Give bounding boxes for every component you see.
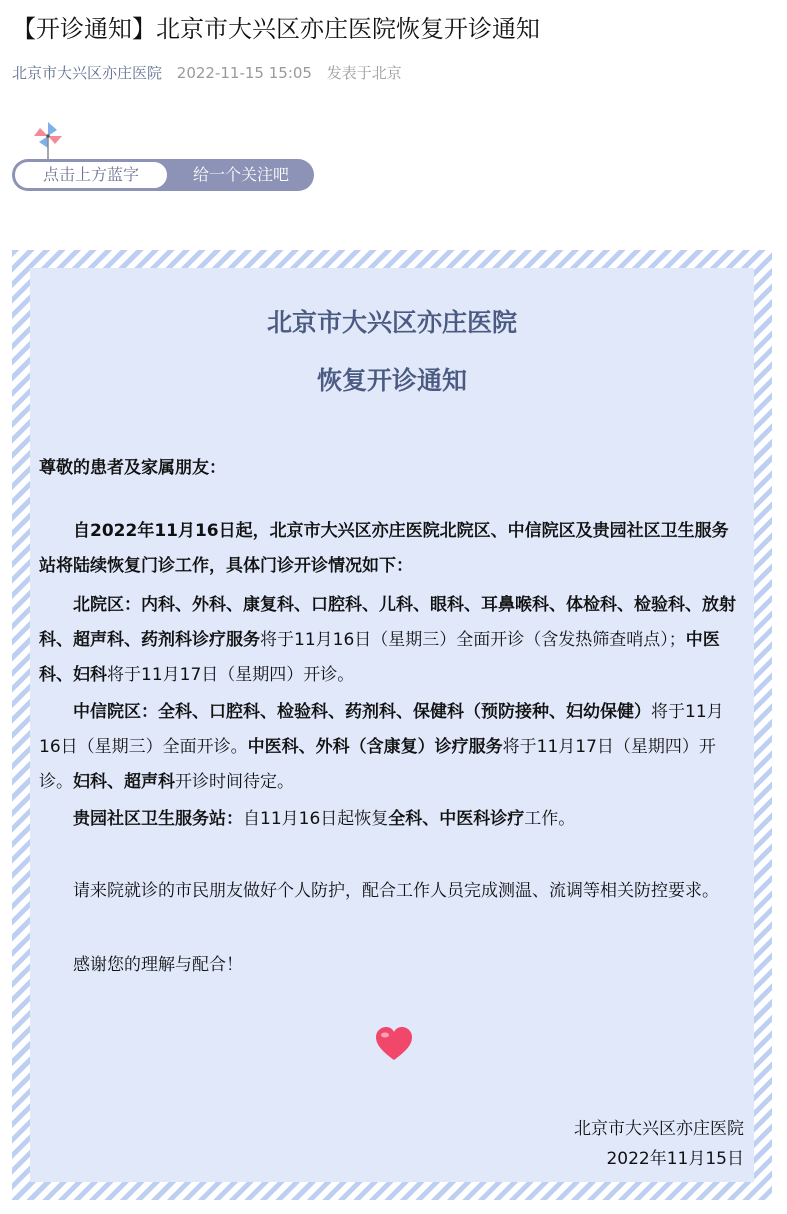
north-campus-label: 北院区： [73,595,141,615]
thanks-paragraph: 感谢您的理解与配合！ [73,955,243,975]
guiyuan-station-depts: 全科、中医科诊疗 [388,809,525,829]
zhongxin-campus-text1: 将于11月16日（星期三）全面开诊。 [39,702,724,757]
notice-intro [39,514,745,584]
north-campus-text1: 将于11月16日（星期三）全面开诊（含发热筛查哨点）； [260,630,686,650]
guiyuan-station-text1: 自11月16日起恢复 [243,809,389,829]
signature-date: 2022年11月15日 [606,1149,744,1169]
publish-datetime: 2022-11-15 15:05 [176,64,312,82]
protection-paragraph: 请来院就诊的市民朋友做好个人防护，配合工作人员完成测温、流调等相关防控要求。 [73,881,719,901]
zhongxin-campus-depts3: 妇科、超声科 [73,772,175,792]
north-campus-text2: 将于11月17日（星期四）开诊。 [107,665,355,685]
intro-text: 自2022年11月16日起，北京市大兴区亦庄医院北院区、中信院区及贵园社区卫生服务站将陆续恢复门诊工作，具体门诊开诊情况如下： [39,521,729,576]
follow-hint-label: 点击上方蓝字 [14,161,168,189]
north-campus-paragraph [39,588,745,693]
publish-location: 发表于北京 [326,64,402,82]
article-meta [12,62,402,84]
guiyuan-station-label: 贵园社区卫生服务站： [73,809,243,829]
notice-greeting [39,451,745,486]
north-campus-depts2: 中医科、妇科 [39,630,720,685]
notice-heading-title: 恢复开诊通知 [316,366,467,395]
zhongxin-campus-text3: 开诊时间待定。 [175,772,294,792]
article-title: 【开诊通知】北京市大兴区亦庄医院恢复开诊通知 [12,15,540,43]
author-link[interactable]: 北京市大兴区亦庄医院 [12,64,163,82]
zhongxin-campus-depts2: 中医科、外科（含康复）诊疗服务 [247,737,503,757]
pinwheel-icon [30,120,66,160]
follow-banner[interactable] [12,159,314,191]
heart-icon [374,1026,414,1062]
zhongxin-campus-paragraph [39,695,745,800]
notice-card [30,268,754,1182]
notice-heading-hospital: 北京市大兴区亦庄医院 [266,308,517,337]
north-campus-depts: 内科、外科、康复科、口腔科、儿科、眼科、耳鼻喉科、体检科、检验科、放射科、超声科、药剂科诊疗服务 [39,595,736,650]
zhongxin-campus-label: 中信院区： [73,702,158,722]
signature-org: 北京市大兴区亦庄医院 [574,1119,744,1139]
follow-cta-label: 给一个关注吧 [192,165,289,184]
zhongxin-campus-depts: 全科、口腔科、检验科、药剂科、保健科（预防接种、妇幼保健） [158,702,651,722]
guiyuan-station-text2: 工作。 [524,809,576,829]
guiyuan-station-paragraph [39,802,745,837]
zhongxin-campus-text2: 将于11月17日（星期四）开诊。 [39,737,716,792]
greeting-text: 尊敬的患者及家属朋友： [39,458,226,478]
